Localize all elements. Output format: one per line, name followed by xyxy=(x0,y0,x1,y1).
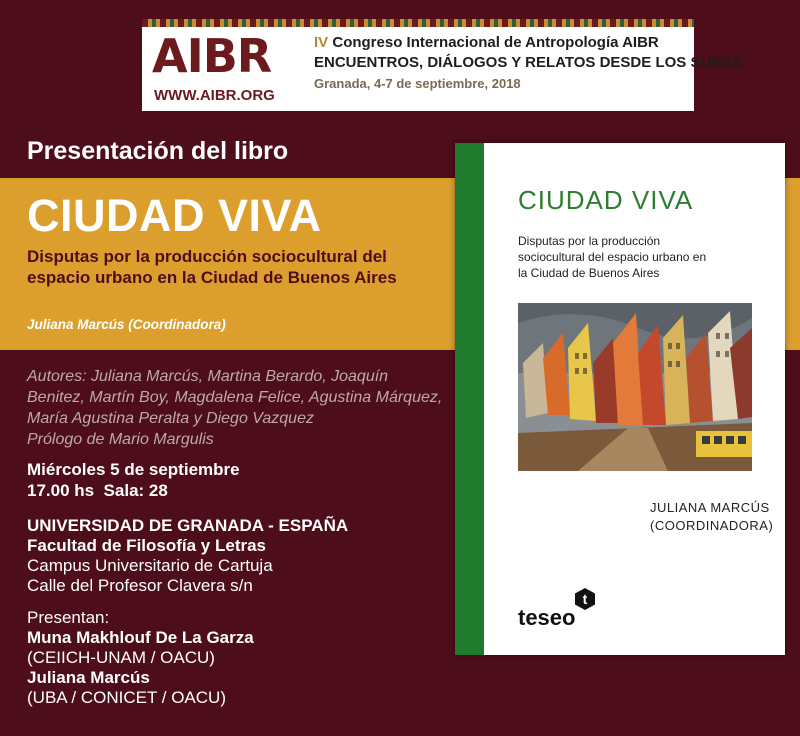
presenter-2-name: Juliana Marcús xyxy=(27,668,150,687)
publisher-logo-text: teseo xyxy=(518,605,576,630)
prologue: Prólogo de Mario Margulis xyxy=(27,431,214,448)
venue-street: Calle del Profesor Clavera s/n xyxy=(27,576,253,595)
book-spine xyxy=(455,143,484,655)
presenter-2-affiliation: (UBA / CONICET / OACU) xyxy=(27,688,226,707)
venue-faculty: Facultad de Filosofía y Letras xyxy=(27,536,267,555)
presenter-1-name: Muna Makhlouf De La Garza xyxy=(27,628,254,647)
event-date: Miércoles 5 de septiembre xyxy=(27,460,240,479)
cover-author-role: (COORDINADORA) xyxy=(650,518,774,533)
cover-title: CIUDAD VIVA xyxy=(518,185,694,215)
congress-theme: ENCUENTROS, DIÁLOGOS Y RELATOS DESDE LOS SURES xyxy=(314,54,743,71)
book-title-heading: CIUDAD VIVA xyxy=(27,190,322,241)
cover-author-name: JULIANA MARCÚS xyxy=(650,500,770,515)
aibr-url: WWW.AIBR.ORG xyxy=(154,87,275,104)
book-subtitle-heading: Disputas por la producción sociocultural del espacio urbano en la Ciudad de Buenos Aires xyxy=(27,247,397,287)
aibr-logo-text: AIBR xyxy=(152,29,272,83)
cover-subtitle: Disputas por la producción sociocultural del espacio urbano en la Ciudad de Buenos Aires xyxy=(518,234,707,280)
congress-roman-numeral: IV xyxy=(314,34,329,51)
venue-block xyxy=(27,516,447,596)
venue-university: UNIVERSIDAD DE GRANADA - ESPAÑA xyxy=(27,516,349,535)
cover-author xyxy=(650,499,774,535)
publisher-icon-letter: t xyxy=(582,591,588,607)
authors-list: Autores: Juliana Marcús, Martina Berardo, Joaquín Benitez, Martín Boy, Magdalena Felice, Agustina Márquez, María Agustina Peralta y Diego Vazquez xyxy=(27,368,443,427)
congress-banner xyxy=(142,19,743,111)
event-datetime xyxy=(27,459,427,501)
venue-campus: Campus Universitario de Cartuja xyxy=(27,556,273,575)
presenters-label: Presentan: xyxy=(27,608,110,627)
aibr-logo xyxy=(152,29,282,107)
cover-city-painting xyxy=(518,303,752,471)
congress-title-rest: Congreso Internacional de Antropología AIBR xyxy=(328,34,659,51)
banner-pattern xyxy=(142,19,694,27)
presenters-block xyxy=(27,608,447,708)
congress-title xyxy=(314,33,694,53)
banner-text xyxy=(314,33,743,95)
congress-date: Granada, 4-7 de septiembre, 2018 xyxy=(314,76,521,91)
book-cover xyxy=(455,143,785,655)
event-time-room: 17.00 hs Sala: 28 xyxy=(27,481,168,500)
event-heading: Presentación del libro xyxy=(27,137,289,165)
presenter-1-affiliation: (CEIICH-UNAM / OACU) xyxy=(27,648,215,667)
publisher-logo-icon xyxy=(573,587,597,611)
authors-block xyxy=(27,366,447,450)
coordinator: Juliana Marcús (Coordinadora) xyxy=(27,317,226,332)
